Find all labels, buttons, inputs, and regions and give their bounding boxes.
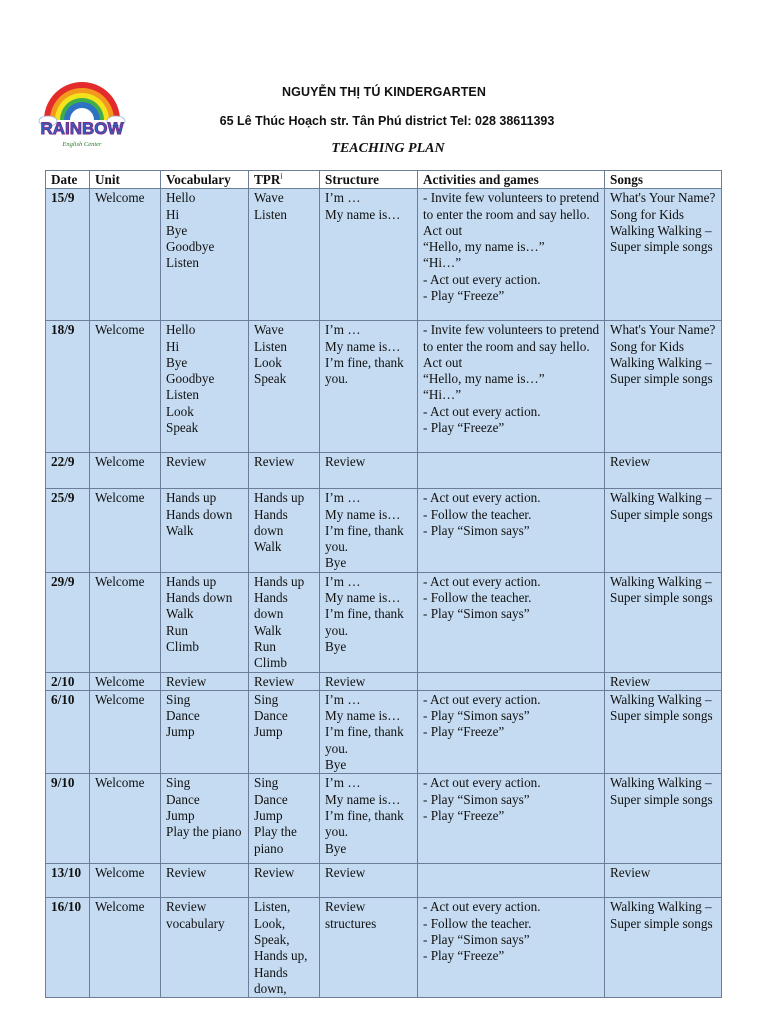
table-row (46, 864, 722, 898)
date-cell: 29/9 (46, 572, 90, 672)
tpr-cell: Wave Listen (249, 189, 320, 321)
vocabulary-cell: Hello Hi Bye Goodbye Listen (161, 189, 249, 321)
vocabulary-cell: Review (161, 453, 249, 489)
table-row (46, 898, 722, 998)
activities-cell: - Invite few volunteers to pretend to enter the room and say hello. Act out “Hello, my name is…” “Hi…” - Act out every action. - Play “Freeze” (418, 321, 605, 453)
songs-cell: Walking Walking – Super simple songs (605, 489, 722, 572)
vocabulary-cell: Sing Dance Jump Play the piano (161, 774, 249, 864)
vocabulary-cell: Hello Hi Bye Goodbye Listen Look Speak (161, 321, 249, 453)
songs-cell: Review (605, 864, 722, 898)
table-row (46, 321, 722, 453)
unit-cell: Welcome (90, 774, 161, 864)
activities-cell: - Act out every action. - Play “Simon says” - Play “Freeze” (418, 774, 605, 864)
school-address: 65 Lê Thúc Hoạch str. Tân Phú district Tel: 028 38611393 (219, 114, 555, 128)
table-row (46, 453, 722, 489)
table-row (46, 672, 722, 690)
tpr-cell: Hands up Hands down Walk (249, 489, 320, 572)
unit-cell: Welcome (90, 864, 161, 898)
table-row (46, 774, 722, 864)
date-cell: 15/9 (46, 189, 90, 321)
activities-cell: - Act out every action. - Follow the teacher. - Play “Simon says” - Play “Freeze” (418, 898, 605, 998)
activities-cell (418, 453, 605, 489)
date-cell: 9/10 (46, 774, 90, 864)
activities-cell: - Act out every action. - Follow the teacher. - Play “Simon says” (418, 489, 605, 572)
structure-cell: Review structures (320, 898, 418, 998)
svg-text:RAINBOW: RAINBOW (40, 119, 124, 138)
structure-cell: I’m … My name is… I’m fine, thank you. (320, 321, 418, 453)
vocabulary-cell: Sing Dance Jump (161, 690, 249, 773)
songs-cell: Walking Walking – Super simple songs (605, 774, 722, 864)
activities-cell: - Invite few volunteers to pretend to enter the room and say hello. Act out “Hello, my name is…” “Hi…” - Act out every action. - Play “Freeze” (418, 189, 605, 321)
column-header-songs: Songs (605, 171, 722, 189)
songs-cell: What's Your Name? Song for Kids Walking Walking – Super simple songs (605, 321, 722, 453)
unit-cell: Welcome (90, 690, 161, 773)
table-row (46, 572, 722, 672)
songs-cell: Walking Walking – Super simple songs (605, 690, 722, 773)
svg-text:English Center: English Center (62, 141, 102, 148)
column-header-vocabulary: Vocabulary (161, 171, 249, 189)
songs-cell: Walking Walking – Super simple songs (605, 572, 722, 672)
column-header-date: Date (46, 171, 90, 189)
structure-cell: I’m … My name is… I’m fine, thank you. Bye (320, 489, 418, 572)
tpr-label: TPR (254, 172, 281, 187)
date-cell: 2/10 (46, 672, 90, 690)
unit-cell: Welcome (90, 321, 161, 453)
tpr-cell: Sing Dance Jump Play the piano (249, 774, 320, 864)
column-header-tpr (249, 171, 320, 189)
column-header-structure: Structure (320, 171, 418, 189)
column-header-unit: Unit (90, 171, 161, 189)
tpr-cell: Wave Listen Look Speak (249, 321, 320, 453)
date-cell: 22/9 (46, 453, 90, 489)
unit-cell: Welcome (90, 489, 161, 572)
tpr-cell: Review (249, 864, 320, 898)
vocabulary-cell: Hands up Hands down Walk (161, 489, 249, 572)
column-header-activities: Activities and games (418, 171, 605, 189)
date-cell: 18/9 (46, 321, 90, 453)
tpr-cell: Hands up Hands down Walk Run Climb (249, 572, 320, 672)
activities-cell: - Act out every action. - Follow the teacher. - Play “Simon says” (418, 572, 605, 672)
structure-cell: I’m … My name is… (320, 189, 418, 321)
plan-title: TEACHING PLAN (331, 141, 445, 156)
vocabulary-cell: Review (161, 672, 249, 690)
songs-cell: What's Your Name? Song for Kids Walking Walking – Super simple songs (605, 189, 722, 321)
unit-cell: Welcome (90, 672, 161, 690)
tpr-cell: Review (249, 453, 320, 489)
vocabulary-cell: Review vocabulary (161, 898, 249, 998)
school-name: NGUYỄN THỊ TÚ KINDERGARTEN (282, 85, 486, 99)
activities-cell: - Act out every action. - Play “Simon says” - Play “Freeze” (418, 690, 605, 773)
table-header-row (46, 171, 722, 189)
table-row (46, 690, 722, 773)
songs-cell: Review (605, 453, 722, 489)
footnote-mark: i (280, 171, 283, 181)
tpr-cell: Review (249, 672, 320, 690)
vocabulary-cell: Review (161, 864, 249, 898)
unit-cell: Welcome (90, 898, 161, 998)
activities-cell (418, 672, 605, 690)
unit-cell: Welcome (90, 572, 161, 672)
structure-cell: Review (320, 453, 418, 489)
date-cell: 13/10 (46, 864, 90, 898)
teaching-plan-table (45, 170, 722, 998)
activities-cell (418, 864, 605, 898)
date-cell: 25/9 (46, 489, 90, 572)
structure-cell: I’m … My name is… I’m fine, thank you. Bye (320, 774, 418, 864)
unit-cell: Welcome (90, 453, 161, 489)
structure-cell: I’m … My name is… I’m fine, thank you. Bye (320, 690, 418, 773)
table-row (46, 189, 722, 321)
structure-cell: I’m … My name is… I’m fine, thank you. Bye (320, 572, 418, 672)
structure-cell: Review (320, 672, 418, 690)
vocabulary-cell: Hands up Hands down Walk Run Climb (161, 572, 249, 672)
songs-cell: Walking Walking – Super simple songs (605, 898, 722, 998)
tpr-cell: Listen, Look, Speak, Hands up, Hands down, (249, 898, 320, 998)
date-cell: 6/10 (46, 690, 90, 773)
tpr-cell: Sing Dance Jump (249, 690, 320, 773)
date-cell: 16/10 (46, 898, 90, 998)
songs-cell: Review (605, 672, 722, 690)
unit-cell: Welcome (90, 189, 161, 321)
structure-cell: Review (320, 864, 418, 898)
table-row (46, 489, 722, 572)
